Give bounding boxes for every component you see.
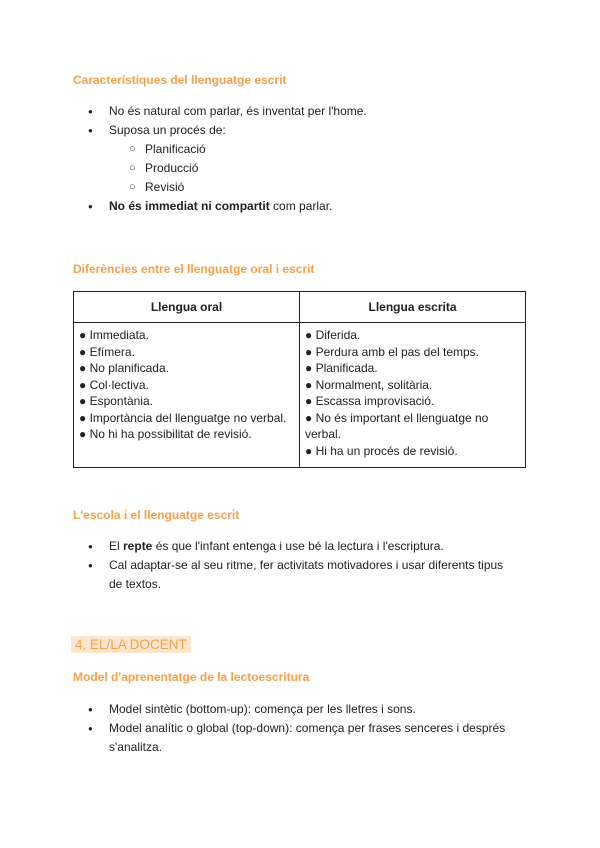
cell-line: ● Hi ha un procés de revisió. [305,443,458,458]
bold-text: repte [123,539,153,553]
text: Cal adaptar-se al seu ritme, fer activitats motivadores i usar diferents tipus [109,558,504,572]
text: s'analitza. [109,740,162,754]
text: com parlar. [269,199,333,213]
cell-line: ● No planificada. [79,361,169,375]
table-header-oral: Llengua oral [74,292,300,323]
section-title-docent: 4. EL/LA DOCENT [71,636,191,653]
table-cell-oral [74,323,300,468]
comparison-table [73,291,526,468]
heading-model: Model d'aprenentatge de la lectoescritura [73,670,310,684]
sublist-proces [145,140,206,197]
text: de textos. [109,577,162,591]
cell-line: ● Efímera. [79,344,135,359]
list-model [109,700,505,757]
cell-line: ● Espontània. [79,394,153,408]
cell-line: ● Diferida. [305,328,361,342]
heading-diferencies: Diferències entre el llenguatge oral i escrit [73,262,315,276]
sub-list-item: ○ Planificació [145,140,206,159]
table-cell-escrita [300,323,526,468]
list-item [109,556,503,594]
text: Model analític o global (top-down): comença per frases senceres i després [109,721,506,735]
cell-line: ● Perdura amb el pas del temps. [305,344,479,359]
cell-line: ● Immediata. [79,328,149,342]
list-caracteristiques [109,102,367,140]
cell-line: ● No hi ha possibilitat de revisió. [79,427,252,441]
list-escola [109,537,503,594]
heading-caracteristiques: Característiques del llenguatge escrit [73,73,287,87]
heading-escola: L'escola i el llenguatge escrit [73,508,240,522]
list-item: ● Model sintètic (bottom-up): comença per les lletres i sons. [109,700,505,719]
list-item [109,719,505,757]
list-caracteristiques-end [109,197,332,216]
cell-line: ● Col·lectiva. [79,377,149,392]
cell-line: verbal. [305,427,342,441]
table-header-escrita: Llengua escrita [300,292,526,323]
cell-line: ● No és important el llenguatge no [305,410,489,425]
cell-line: ● Escassa improvisació. [305,394,435,408]
sub-list-item: ○ Producció [145,159,206,178]
list-item: ● No és natural com parlar, és inventat per l'home. [109,102,367,121]
text: és que l'infant entenga i use bé la lectura i l'escriptura. [152,539,444,553]
text: El [109,539,124,553]
list-item [109,197,332,216]
list-item: ● Suposa un procés de: [109,121,367,140]
cell-line: ● Normalment, solitària. [305,377,433,392]
cell-line: ● Importància del llenguatge no verbal. [79,410,287,425]
cell-line: ● Planificada. [305,361,378,375]
bold-text: No és immediat ni compartit [109,199,270,213]
list-item [109,537,503,556]
sub-list-item: ○ Revisió [145,178,206,197]
